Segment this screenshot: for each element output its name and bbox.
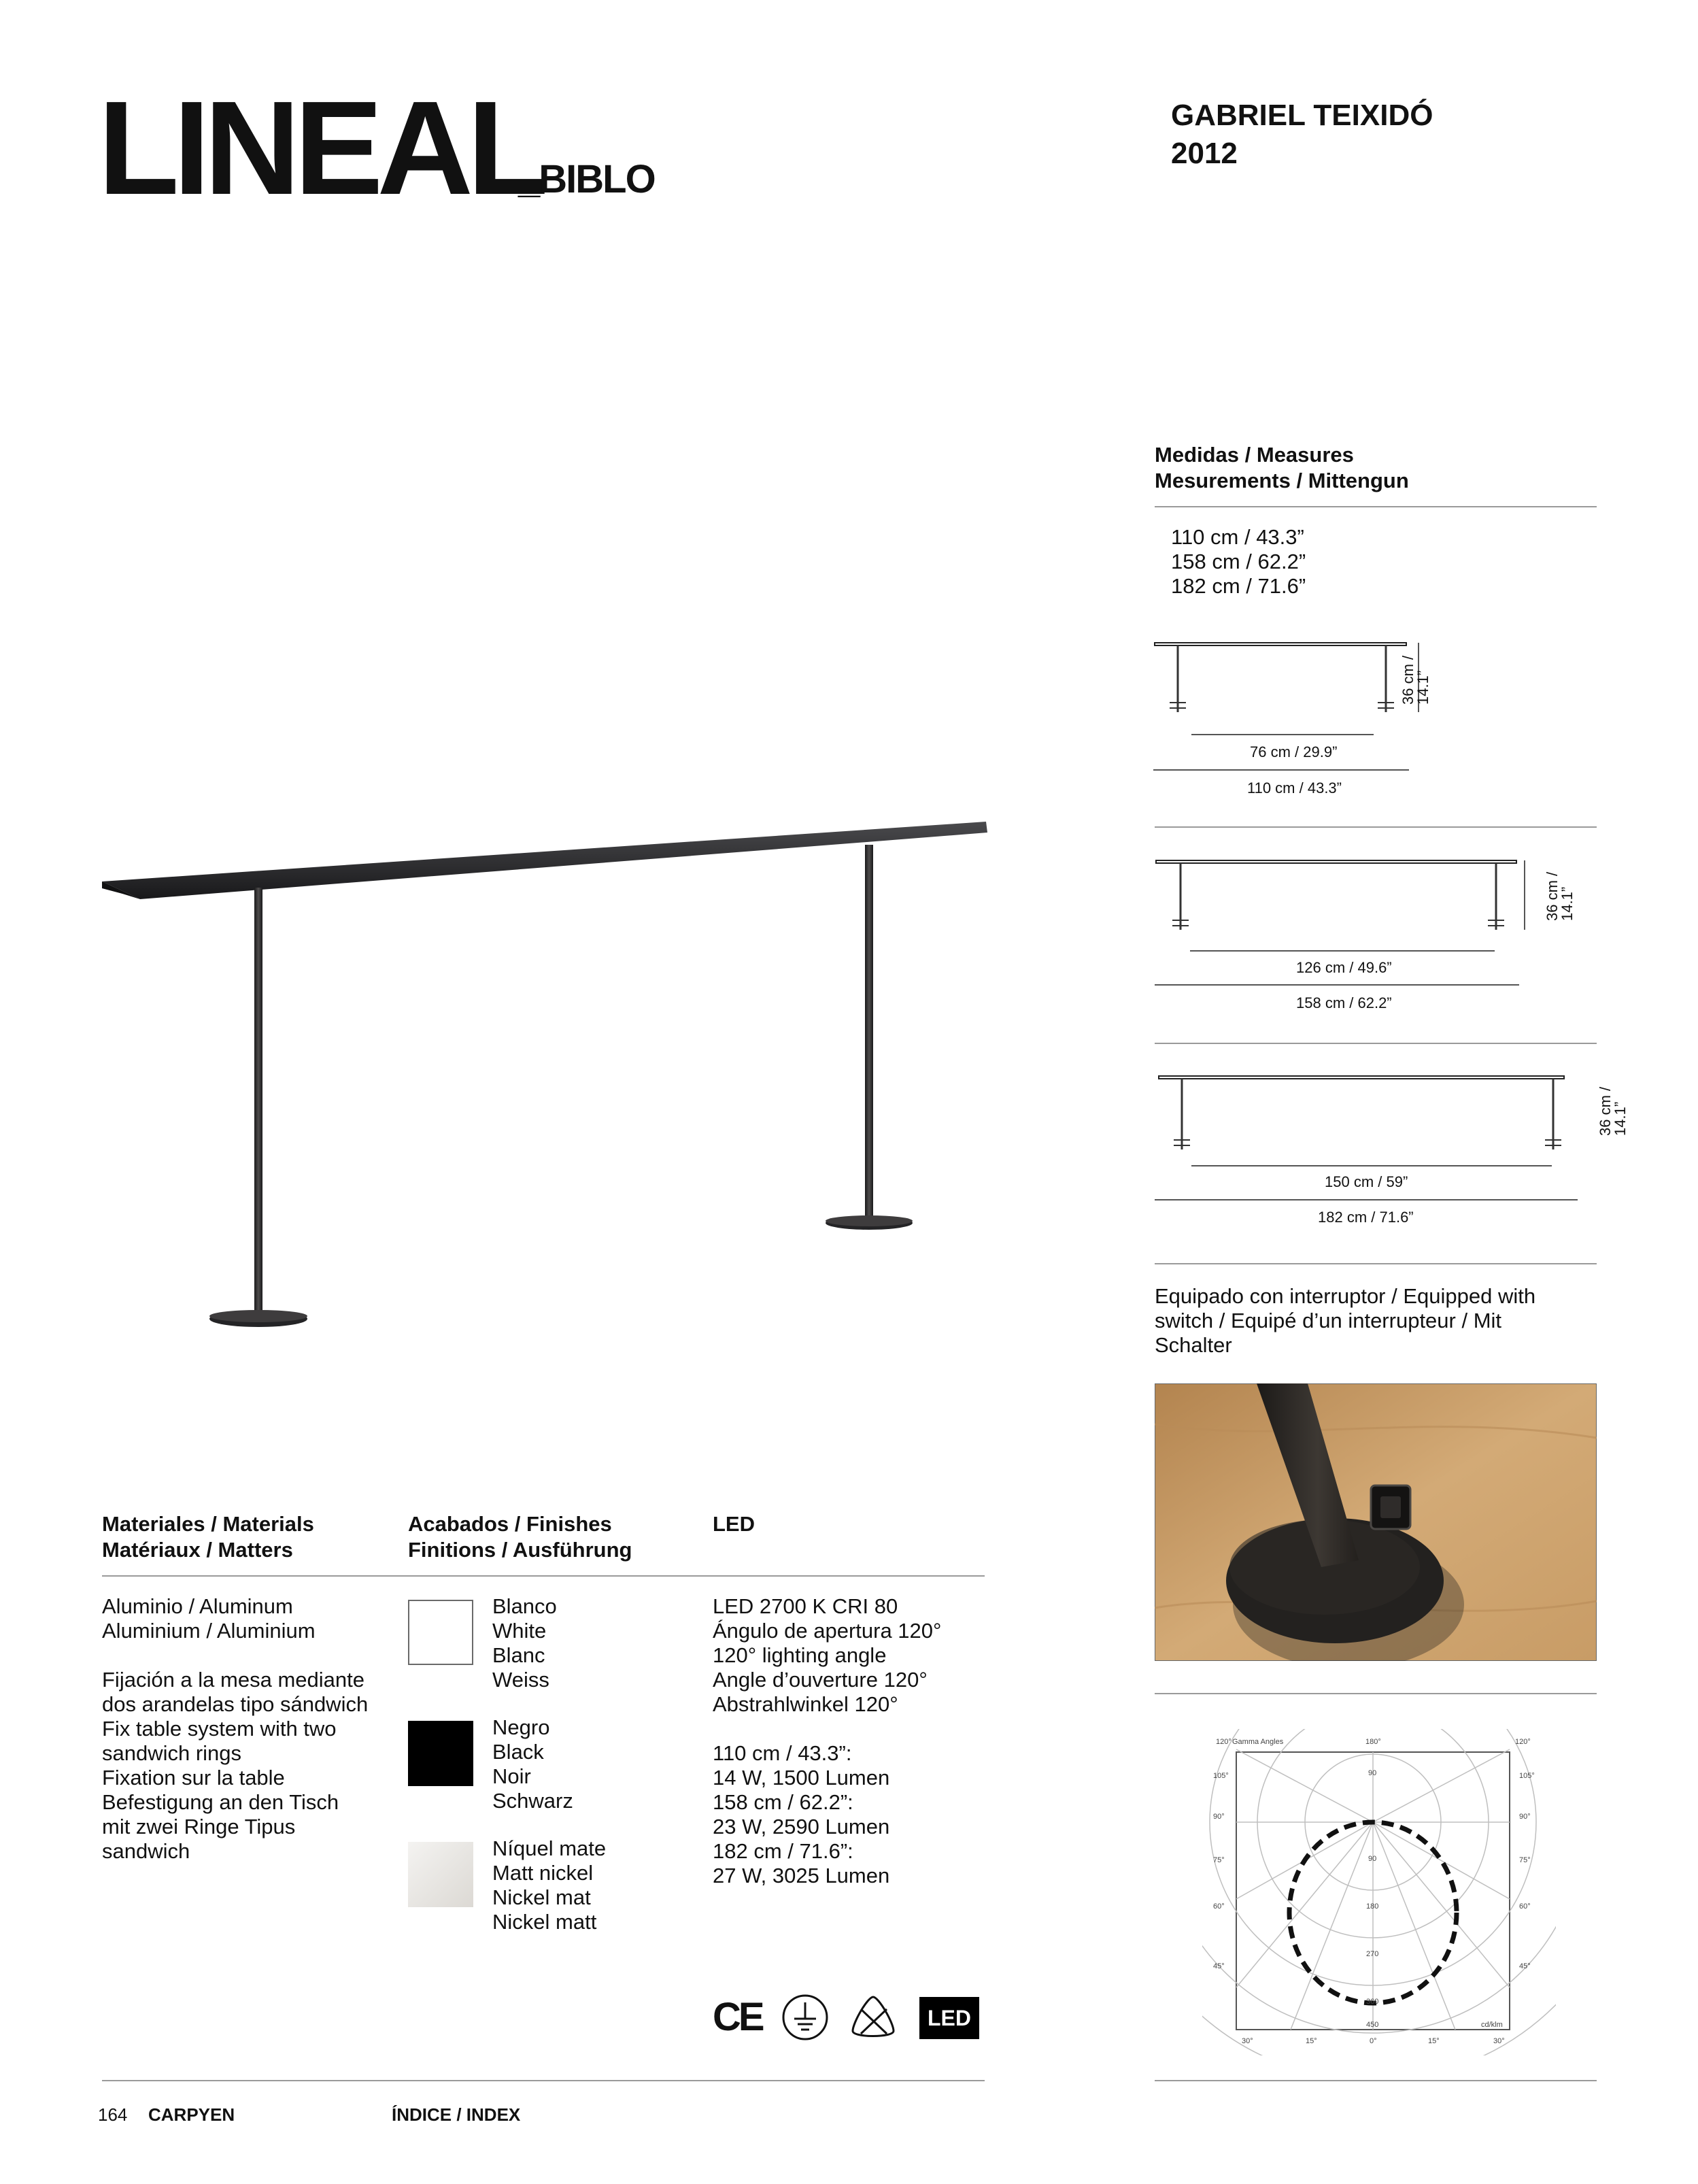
finish-name: White xyxy=(492,1619,547,1643)
swatch-matt-nickel xyxy=(408,1842,473,1907)
right-pole xyxy=(865,845,873,1219)
radial-label-450: 450 xyxy=(1366,2021,1379,2029)
led-line: Ángulo de apertura 120° xyxy=(713,1619,942,1643)
label-right-45: 45° xyxy=(1519,1962,1531,1970)
bottom-label-15-left: 15° xyxy=(1306,2037,1317,2045)
switch-text-line-1: Equipado con interruptor / Equipped with xyxy=(1155,1284,1536,1308)
materials-heading-line-1: Materiales / Materials xyxy=(102,1512,314,1536)
materials-text xyxy=(102,1594,368,1864)
bottom-label-15-right: 15° xyxy=(1428,2037,1440,2045)
finishes-heading-line-2: Finitions / Ausführung xyxy=(408,1538,632,1562)
materials-line: Aluminium / Aluminium xyxy=(102,1619,316,1643)
materials-line: Fix table system with two xyxy=(102,1717,337,1741)
radial-label-270: 270 xyxy=(1366,1950,1379,1958)
finish-name: Níquel mate xyxy=(492,1836,607,1860)
led-badge: LED xyxy=(919,1997,979,2039)
label-left-45: 45° xyxy=(1213,1962,1225,1970)
divider xyxy=(1155,506,1597,507)
finish-name: Blanc xyxy=(492,1643,545,1667)
light-bar xyxy=(102,822,987,899)
led-line: 14 W, 1500 Lumen xyxy=(713,1766,890,1790)
finish-name: Blanco xyxy=(492,1594,557,1618)
label-right-75: 75° xyxy=(1519,1856,1531,1864)
finish-name: Weiss xyxy=(492,1668,549,1692)
finish-name: Noir xyxy=(492,1764,531,1788)
label-left-60: 60° xyxy=(1213,1902,1225,1911)
led-text xyxy=(713,1594,941,1888)
dim-inner-182: 150 cm / 59” xyxy=(1325,1173,1408,1190)
radial-label-180: 180 xyxy=(1366,1902,1379,1911)
led-line: 120° lighting angle xyxy=(713,1643,887,1667)
divider xyxy=(1155,826,1597,828)
ground-icon xyxy=(781,1993,830,2042)
index-link[interactable]: ÍNDICE / INDEX xyxy=(392,2104,521,2125)
materials-line: Fijación a la mesa mediante xyxy=(102,1668,364,1692)
finishes-heading-line-1: Acabados / Finishes xyxy=(408,1512,612,1536)
dim-outer-110: 110 cm / 43.3” xyxy=(1247,779,1342,796)
size-182: 182 cm / 71.6” xyxy=(1171,574,1306,598)
measures-heading xyxy=(1155,442,1409,494)
led-line: Abstrahlwinkel 120° xyxy=(713,1692,898,1716)
materials-spacer xyxy=(102,1643,368,1668)
size-158: 158 cm / 62.2” xyxy=(1171,550,1306,573)
finish-name: Black xyxy=(492,1740,544,1764)
finish-white-names xyxy=(492,1594,557,1692)
dim-height-182-cm: 36 cm / xyxy=(1597,1086,1614,1136)
product-subtitle: _BIBLO xyxy=(518,157,655,201)
dim-height-158 xyxy=(1545,872,1575,921)
finish-name: Nickel mat xyxy=(492,1885,591,1909)
no-cover-triangle-icon xyxy=(849,1993,898,2042)
measures-heading-line-2: Mesurements / Mittengun xyxy=(1155,469,1409,492)
size-110: 110 cm / 43.3” xyxy=(1171,525,1304,549)
swatch-white xyxy=(408,1600,473,1665)
radial-label-90-top: 90 xyxy=(1368,1769,1377,1777)
divider xyxy=(102,1575,985,1577)
materials-line: Befestigung an den Tisch xyxy=(102,1790,339,1814)
product-image xyxy=(95,803,1006,1347)
divider xyxy=(1155,1043,1597,1044)
led-line: 23 W, 2590 Lumen xyxy=(713,1815,890,1838)
materials-line: mit zwei Ringe Tipus xyxy=(102,1815,296,1838)
finish-name: Schwarz xyxy=(492,1789,573,1813)
led-line: 158 cm / 62.2”: xyxy=(713,1790,853,1814)
switch-photo xyxy=(1155,1383,1597,1661)
materials-heading xyxy=(102,1511,314,1563)
designer-name: GABRIEL TEIXIDÓ xyxy=(1171,99,1433,132)
radial-label-360: 360 xyxy=(1366,1998,1379,2006)
label-left-105: 105° xyxy=(1213,1772,1229,1780)
divider xyxy=(1155,2080,1597,2081)
brand-name: CARPYEN xyxy=(148,2104,235,2125)
dim-height-182 xyxy=(1598,1087,1628,1136)
dim-inner-158: 126 cm / 49.6” xyxy=(1296,959,1392,976)
label-top-center: 180° xyxy=(1365,1738,1381,1746)
switch-text-line-3: Schalter xyxy=(1155,1333,1232,1357)
dim-height-158-cm: 36 cm / xyxy=(1544,871,1561,921)
measures-heading-line-1: Medidas / Measures xyxy=(1155,443,1354,467)
label-right-105: 105° xyxy=(1519,1772,1535,1780)
finish-name: Nickel matt xyxy=(492,1910,597,1934)
label-top-right: 120° xyxy=(1515,1738,1531,1746)
materials-line: Aluminio / Aluminum xyxy=(102,1594,293,1618)
materials-line: dos arandelas tipo sándwich xyxy=(102,1692,369,1716)
left-pole xyxy=(254,888,262,1315)
designer-block xyxy=(1171,97,1433,173)
label-top-left: 120° xyxy=(1216,1738,1232,1746)
dim-outer-182: 182 cm / 71.6” xyxy=(1318,1209,1414,1226)
divider xyxy=(1155,1693,1597,1694)
switch-text-line-2: switch / Equipé d’un interrupteur / Mit xyxy=(1155,1309,1502,1332)
led-line: 27 W, 3025 Lumen xyxy=(713,1864,890,1887)
materials-line: sandwich rings xyxy=(102,1741,242,1765)
led-line: 110 cm / 43.3”: xyxy=(713,1741,852,1765)
led-line: Angle d’ouverture 120° xyxy=(713,1668,928,1692)
page-number: 164 xyxy=(98,2104,128,2125)
finish-black-names xyxy=(492,1715,573,1813)
divider xyxy=(1155,1263,1597,1264)
materials-heading-line-2: Matériaux / Matters xyxy=(102,1538,293,1562)
label-right-90: 90° xyxy=(1519,1813,1531,1821)
unit-label: cd/klm xyxy=(1481,2021,1503,2029)
dim-outer-158: 158 cm / 62.2” xyxy=(1296,994,1392,1011)
dim-height-158-in: 14.1” xyxy=(1559,886,1576,921)
dim-inner-110: 76 cm / 29.9” xyxy=(1250,743,1338,760)
dim-height-110-cm: 36 cm / xyxy=(1399,655,1416,705)
dim-height-110 xyxy=(1401,656,1431,705)
materials-line: sandwich xyxy=(102,1839,190,1863)
switch-text xyxy=(1155,1284,1535,1358)
bottom-label-30-right: 30° xyxy=(1493,2037,1505,2045)
ce-mark-icon: CE xyxy=(713,1995,762,2039)
label-right-60: 60° xyxy=(1519,1902,1531,1911)
finishes-heading xyxy=(408,1511,632,1563)
finish-nickel-names xyxy=(492,1836,606,1934)
led-line: 182 cm / 71.6”: xyxy=(713,1839,853,1863)
finish-name: Negro xyxy=(492,1715,550,1739)
label-top-title: Gamma Angles xyxy=(1232,1738,1284,1746)
photometric-diagram xyxy=(1202,1729,1556,2055)
bottom-label-30-left: 30° xyxy=(1242,2037,1253,2045)
dim-height-182-in: 14.1” xyxy=(1612,1101,1629,1136)
product-title: LINEAL xyxy=(98,73,543,222)
radial-label-90: 90 xyxy=(1368,1855,1377,1863)
design-year: 2012 xyxy=(1171,137,1238,170)
materials-line: Fixation sur la table xyxy=(102,1766,285,1790)
led-line: LED 2700 K CRI 80 xyxy=(713,1594,898,1618)
label-left-75: 75° xyxy=(1213,1856,1225,1864)
bottom-label-0: 0° xyxy=(1370,2037,1377,2045)
size-list xyxy=(1171,525,1306,599)
footer-divider xyxy=(102,2080,985,2081)
led-heading: LED xyxy=(713,1512,755,1536)
led-spacer xyxy=(713,1717,941,1741)
dim-height-110-in: 14.1” xyxy=(1414,670,1431,705)
finish-name: Matt nickel xyxy=(492,1861,594,1885)
label-left-90: 90° xyxy=(1213,1813,1225,1821)
swatch-black xyxy=(408,1721,473,1786)
